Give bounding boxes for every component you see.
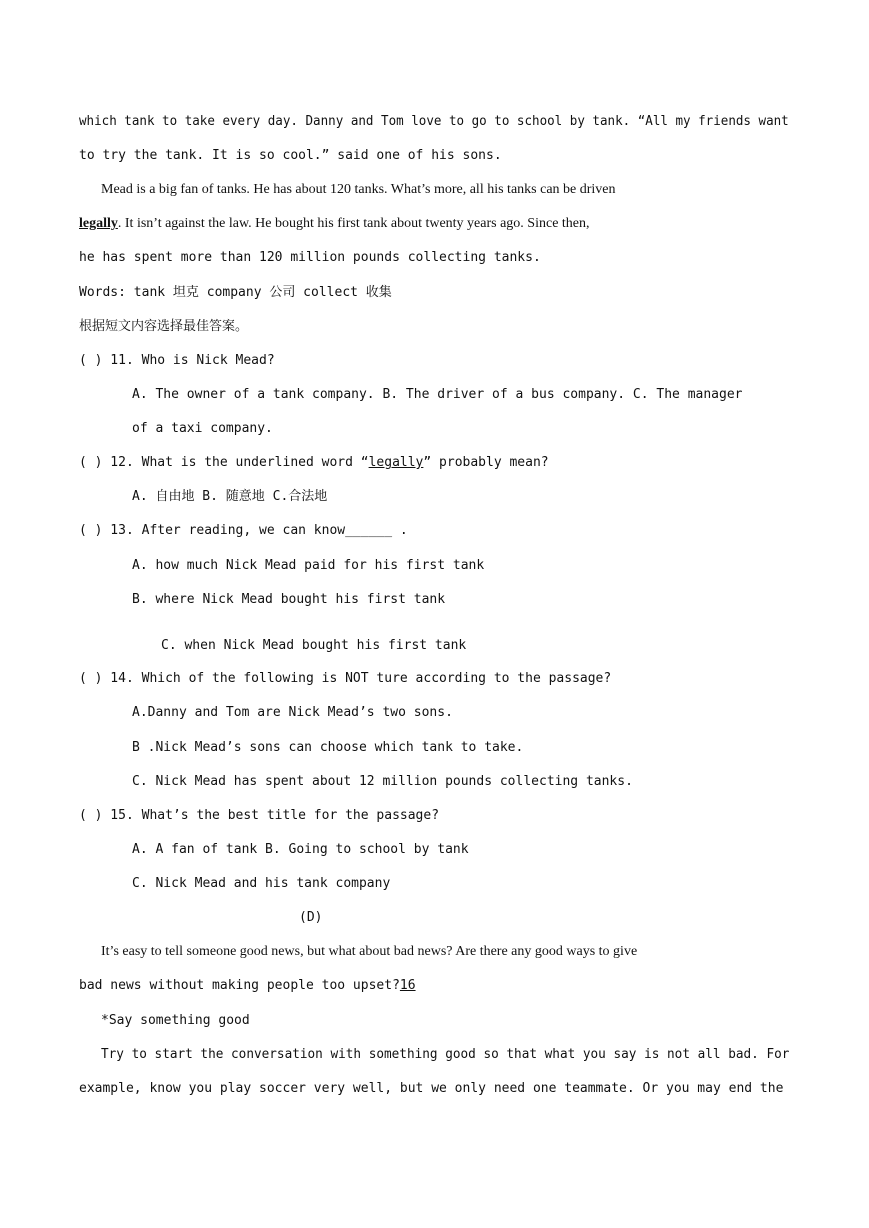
vocabulary-note: Words: tank 坦克 company 公司 collect 收集 [79,285,392,300]
tip1-title: *Say something good [101,1013,250,1028]
question-13-option-c: C. when Nick Mead bought his first tank [161,638,467,653]
question-15-stem: ( ) 15. What’s the best title for the passage? [79,808,440,823]
question-14-option-b: B .Nick Mead’s sons can choose which tank to take. [132,740,524,755]
question-13-option-b: B. where Nick Mead bought his first tank [132,592,446,607]
question-12-stem [79,454,549,472]
question-12-stem-b: ” probably mean? [423,455,549,470]
question-12-stem-a: ( ) 12. What is the underlined word “ [79,455,369,470]
question-14-option-a: A.Danny and Tom are Nick Mead’s two sons. [132,705,453,720]
underlined-word-legally: legally [79,216,118,231]
passage-c-para2-line2-rest: . It isn’t against the law. He bought his first tank about twenty years ago. Since then, [117,216,590,231]
question-11-options-line1: A. The owner of a tank company. B. The driver of a bus company. C. The manager [132,387,743,402]
question-11-options-line2: of a taxi company. [132,421,273,436]
question-12-keyword: legally [368,455,424,470]
blank-16: 16 [399,978,416,993]
question-11-stem: ( ) 11. Who is Nick Mead? [79,353,275,368]
tip1-line2: example, know you play soccer very well, but we only need one teammate. Or you may end the [79,1081,784,1096]
tip1-line1: Try to start the conversation with something good so that what you say is not all bad. For [101,1047,790,1062]
question-14-option-c: C. Nick Mead has spent about 12 million pounds collecting tanks. [132,774,633,789]
question-13-option-a: A. how much Nick Mead paid for his first tank [132,558,485,573]
passage-c-para1-line1: which tank to take every day. Danny and Tom love to go to school by tank. “All my friends want [79,114,789,129]
passage-c-para1-line2: to try the tank. It is so cool.” said one of his sons. [79,148,502,163]
passage-d-intro-line1: It’s easy to tell someone good news, but what about bad news? Are there any good ways to give [101,944,638,959]
instruction-text: 根据短文内容选择最佳答案。 [79,319,249,334]
passage-c-para2-line1: Mead is a big fan of tanks. He has about 120 tanks. What’s more, all his tanks can be driven [101,182,616,197]
passage-c-para2-line2 [79,215,590,233]
passage-c-para2-line3: he has spent more than 120 million pounds collecting tanks. [79,250,541,265]
section-d-heading: (D) [299,910,323,925]
passage-d-intro-line2 [79,977,416,995]
question-15-option-c: C. Nick Mead and his tank company [132,876,391,891]
question-12-options: A. 自由地 B. 随意地 C.合法地 [132,489,328,504]
question-13-stem: ( ) 13. After reading, we can know______ . [79,523,408,538]
passage-d-intro-line2-text: bad news without making people too upset? [79,978,400,993]
question-15-options-ab: A. A fan of tank B. Going to school by tank [132,842,469,857]
question-14-stem: ( ) 14. Which of the following is NOT ture according to the passage? [79,671,612,686]
